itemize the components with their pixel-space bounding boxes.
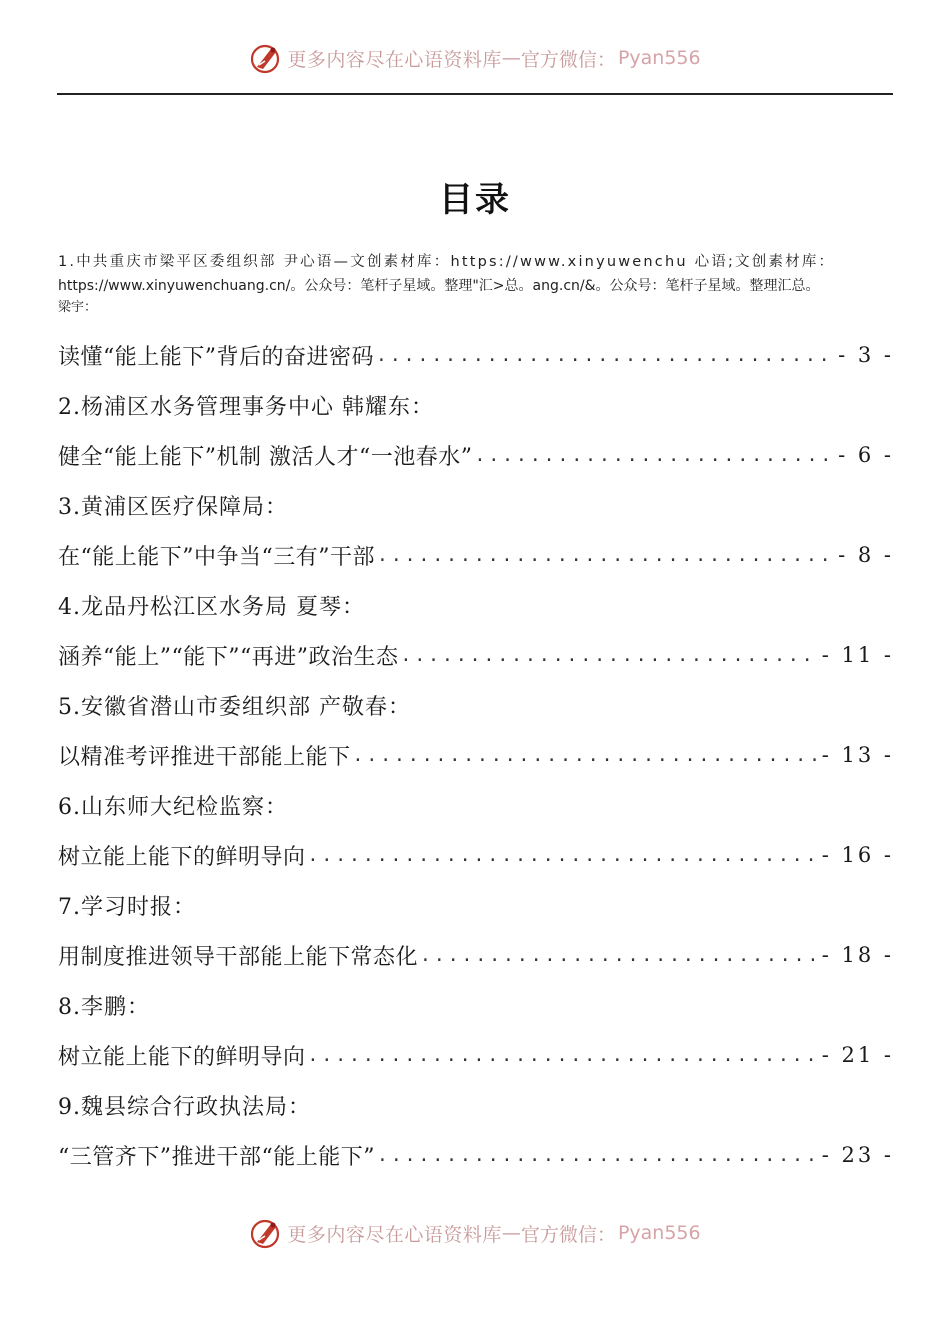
toc-entry-title: 读懂“能上能下”背后的奋进密码 (58, 344, 374, 370)
toc-dot-leader (308, 845, 820, 866)
toc-page-number: - 6 - (838, 443, 894, 467)
toc-entry-title: 涵养“能上”“能下”“再进”政治生态 (58, 644, 399, 670)
notice-line-3: 梁宇： (58, 300, 98, 315)
toc-page-number: - 11 - (821, 643, 894, 667)
toc-page-number: - 23 - (821, 1143, 894, 1167)
toc-section-header (58, 380, 894, 430)
toc-header-text: 2.杨浦区水务管理事务中心 韩耀东： (58, 394, 434, 420)
toc-dot-leader (474, 445, 836, 466)
toc-dot-leader (400, 645, 819, 666)
toc-entry[interactable] (58, 530, 894, 580)
notice-line-1: 1.中共重庆市梁平区委组织部 尹心语—文创素材库：https://www.xinyuwenchu 心语;文创素材库： (58, 254, 836, 270)
toc-header-text: 5.安徽省潜山市委组织部 产敬春： (58, 694, 411, 720)
toc-page-number: - 3 - (838, 343, 894, 367)
toc-entry-title: 树立能上能下的鲜明导向 (58, 1044, 306, 1070)
toc-header-text: 3.黄浦区医疗保障局： (58, 494, 288, 520)
toc-page-number: - 16 - (821, 843, 894, 867)
toc-entry-title: 在“能上能下”中争当“三有”干部 (58, 544, 375, 570)
toc-entry[interactable] (58, 1030, 894, 1080)
toc-header-text: 6.山东师大纪检监察： (58, 794, 288, 820)
toc-entry-title: 以精准考评推进干部能上能下 (58, 744, 351, 770)
toc-page-number: - 13 - (821, 743, 894, 767)
toc-section-header (58, 780, 894, 830)
toc-entry[interactable] (58, 930, 894, 980)
notice-block (58, 250, 896, 318)
toc-page-number: - 8 - (838, 543, 894, 567)
footer-banner (0, 1213, 950, 1253)
toc-header-text: 4.龙品丹松江区水务局 夏琴： (58, 594, 365, 620)
banner-wechat-label: 官方微信： (520, 48, 616, 71)
toc-entry-title: 树立能上能下的鲜明导向 (58, 844, 306, 870)
toc-entry[interactable] (58, 430, 894, 480)
toc-dot-leader (377, 1145, 820, 1166)
banner-dash: — (501, 47, 521, 69)
toc-entry[interactable] (58, 1130, 894, 1180)
toc-dot-leader (308, 1045, 820, 1066)
notice-line-2: https://www.xinyuwenchuang.cn/。公众号：笔杆子星域。整理"汇>总。ang.cn/&。公众号：笔杆子星域。整理汇总。 (58, 278, 820, 294)
toc-header-text: 8.李鹏： (58, 994, 150, 1020)
pen-nib-logo-icon (249, 1216, 283, 1250)
header-banner (0, 38, 950, 78)
toc-section-header (58, 880, 894, 930)
toc-dot-leader (376, 345, 836, 366)
page-title: 目录 (439, 180, 511, 220)
banner-text: 更多内容尽在心语资料库 (287, 1223, 502, 1246)
toc-header-text: 9.魏县综合行政执法局： (58, 1094, 311, 1120)
toc-entry[interactable] (58, 330, 894, 380)
toc-dot-leader (420, 945, 820, 966)
banner-dash: — (501, 1222, 521, 1244)
toc-dot-leader (377, 545, 836, 566)
toc-section-header (58, 980, 894, 1030)
toc-entry-title: 用制度推进领导干部能上能下常态化 (58, 944, 419, 970)
banner-text: 更多内容尽在心语资料库 (287, 48, 502, 71)
toc-dot-leader (353, 745, 820, 766)
table-of-contents (58, 330, 894, 1180)
banner-wechat-id: Pyan556 (617, 47, 701, 69)
toc-page-number: - 18 - (821, 943, 894, 967)
banner-wechat-label: 官方微信： (520, 1223, 616, 1246)
toc-section-header (58, 580, 894, 630)
toc-entry-title: “三管齐下”推进干部“能上能下” (58, 1144, 375, 1170)
toc-page-number: - 21 - (821, 1043, 894, 1067)
banner-wechat-id: Pyan556 (617, 1222, 701, 1244)
toc-header-text: 7.学习时报： (58, 894, 196, 920)
toc-entry[interactable] (58, 630, 894, 680)
toc-section-header (58, 680, 894, 730)
toc-section-header (58, 480, 894, 530)
pen-nib-logo-icon (249, 41, 283, 75)
toc-entry[interactable] (58, 830, 894, 880)
toc-entry-title: 健全“能上能下”机制 激活人才“一池春水” (58, 444, 473, 470)
toc-section-header (58, 1080, 894, 1130)
header-divider (57, 93, 893, 95)
toc-entry[interactable] (58, 730, 894, 780)
